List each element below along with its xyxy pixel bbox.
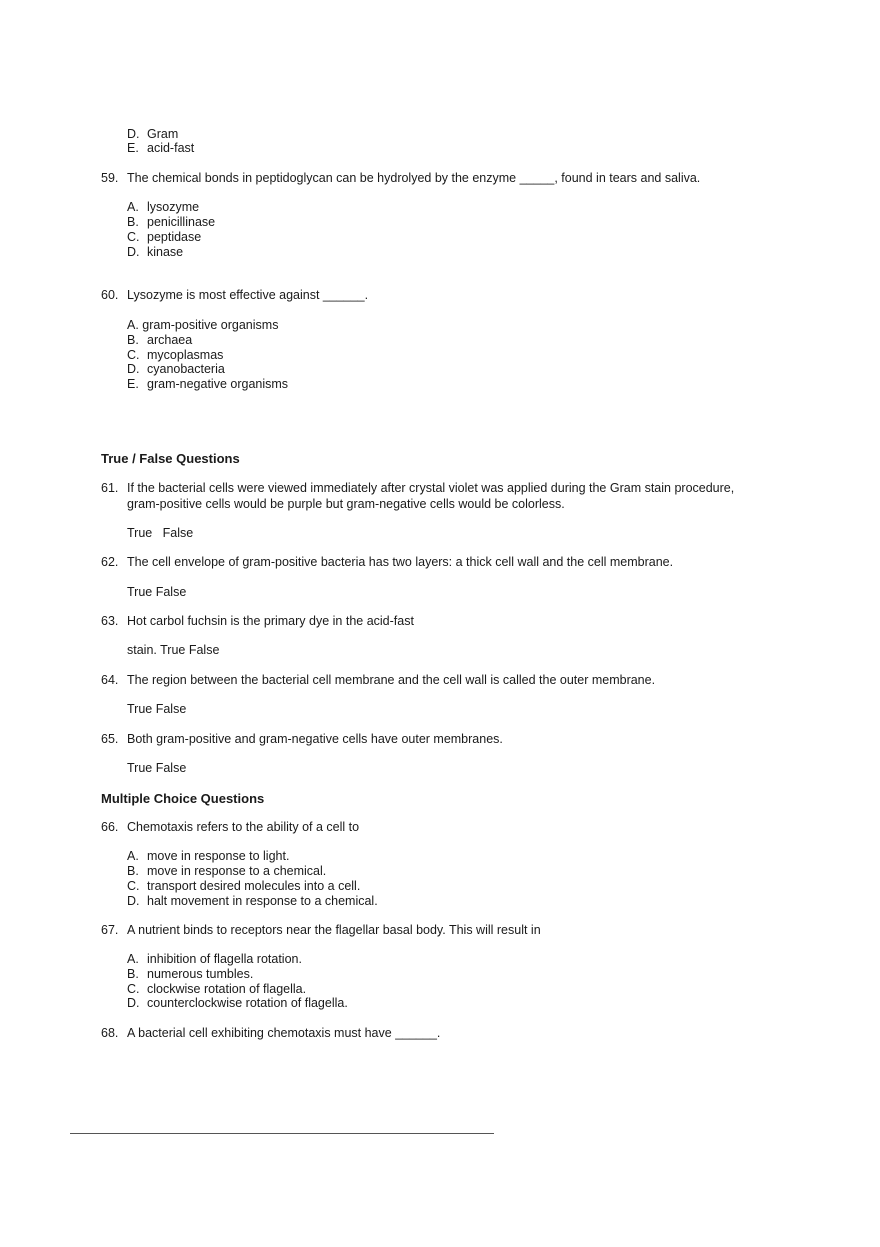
question-number: 68. bbox=[101, 1026, 119, 1040]
question-text: Lysozyme is most effective against ______. bbox=[127, 288, 369, 302]
question-text: The region between the bacterial cell membrane and the cell wall is called the outer membrane. bbox=[127, 673, 656, 687]
question-text: The cell envelope of gram-positive bacteria has two layers: a thick cell wall and the cell membrane. bbox=[127, 555, 674, 569]
multiple-choice-heading: Multiple Choice Questions bbox=[101, 791, 265, 806]
question-number: 65. bbox=[101, 732, 119, 746]
question-number: 67. bbox=[101, 923, 119, 937]
question-number: 60. bbox=[101, 288, 119, 302]
question-text: The chemical bonds in peptidoglycan can be hydrolyed by the enzyme _____, found in tears and saliva. bbox=[127, 171, 701, 185]
question-text-line2: gram-positive cells would be purple but gram-negative cells would be colorless. bbox=[127, 497, 565, 511]
true-false-choices: True False bbox=[127, 526, 194, 540]
true-false-choices: True False bbox=[127, 585, 187, 599]
footer-divider bbox=[70, 1133, 494, 1134]
question-text: Both gram-positive and gram-negative cells have outer membranes. bbox=[127, 732, 503, 746]
question-number: 62. bbox=[101, 555, 119, 569]
true-false-choices: True False bbox=[127, 761, 187, 775]
question-text: A bacterial cell exhibiting chemotaxis must have ______. bbox=[127, 1026, 441, 1040]
true-false-heading: True / False Questions bbox=[101, 451, 240, 466]
question-number: 64. bbox=[101, 673, 119, 687]
question-text: Chemotaxis refers to the ability of a cell to bbox=[127, 820, 360, 834]
question-number: 63. bbox=[101, 614, 119, 628]
question-number: 61. bbox=[101, 481, 119, 495]
question-text: A nutrient binds to receptors near the flagellar basal body. This will result in bbox=[127, 923, 541, 937]
true-false-choices: stain. True False bbox=[127, 643, 220, 657]
true-false-choices: True False bbox=[127, 702, 187, 716]
question-text: Hot carbol fuchsin is the primary dye in the acid-fast bbox=[127, 614, 414, 628]
question-number: 66. bbox=[101, 820, 119, 834]
question-number: 59. bbox=[101, 171, 119, 185]
question-text-line1: If the bacterial cells were viewed immediately after crystal violet was applied during the Gram stain procedure, bbox=[127, 481, 735, 495]
